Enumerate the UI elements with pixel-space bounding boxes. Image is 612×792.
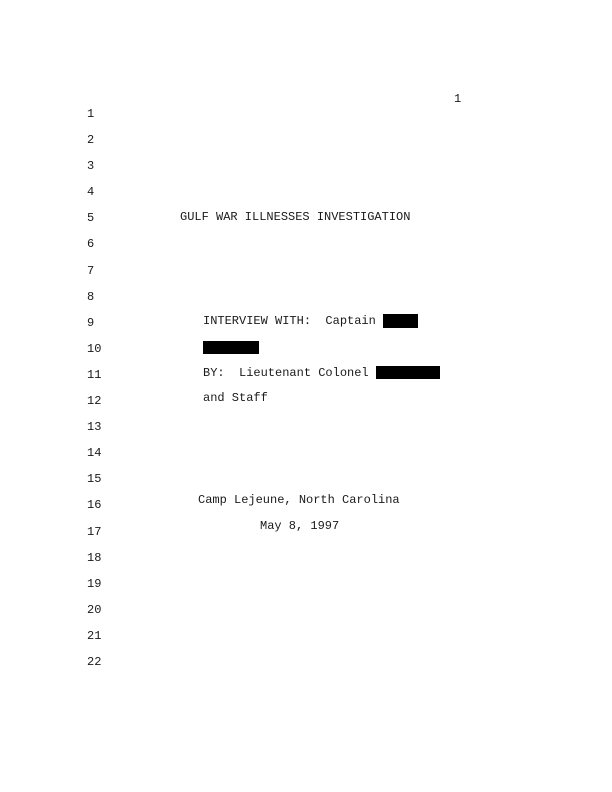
line-number: 16 [87, 498, 102, 513]
document-title: GULF WAR ILLNESSES INVESTIGATION [180, 210, 411, 224]
page-number: 1 [454, 92, 462, 106]
line-number: 3 [87, 159, 95, 174]
redaction-box [383, 314, 418, 328]
line-number: 20 [87, 602, 102, 617]
location-line: Camp Lejeune, North Carolina [198, 493, 400, 507]
line-number: 1 [87, 107, 95, 121]
redaction-box [376, 366, 440, 379]
line-number: 4 [87, 185, 95, 200]
line-number: 17 [87, 524, 102, 539]
line-number: 12 [87, 394, 102, 409]
line-number: 8 [87, 289, 95, 304]
line-number: 15 [87, 472, 102, 487]
by-line [203, 365, 440, 381]
interview-with-line [203, 313, 418, 329]
redaction-box [203, 341, 259, 354]
line-number: 19 [87, 576, 102, 591]
staff-line: and Staff [203, 391, 268, 405]
line-number: 14 [87, 446, 102, 461]
interviewee-name-line [203, 340, 259, 356]
line-number-column [80, 106, 110, 680]
line-number: 9 [87, 315, 95, 330]
line-number: 21 [87, 628, 102, 643]
line-number: 7 [87, 263, 95, 278]
date-line: May 8, 1997 [260, 519, 340, 533]
line-number: 18 [87, 550, 102, 565]
line-number: 22 [87, 654, 102, 669]
by-label: BY: Lieutenant Colonel [203, 366, 369, 380]
line-number: 6 [87, 237, 95, 252]
interview-with-label: INTERVIEW WITH: Captain [203, 314, 376, 328]
line-number: 5 [87, 211, 95, 226]
line-number: 13 [87, 420, 102, 435]
line-number: 10 [87, 341, 102, 356]
line-number: 2 [87, 133, 95, 148]
line-number: 11 [87, 367, 102, 382]
